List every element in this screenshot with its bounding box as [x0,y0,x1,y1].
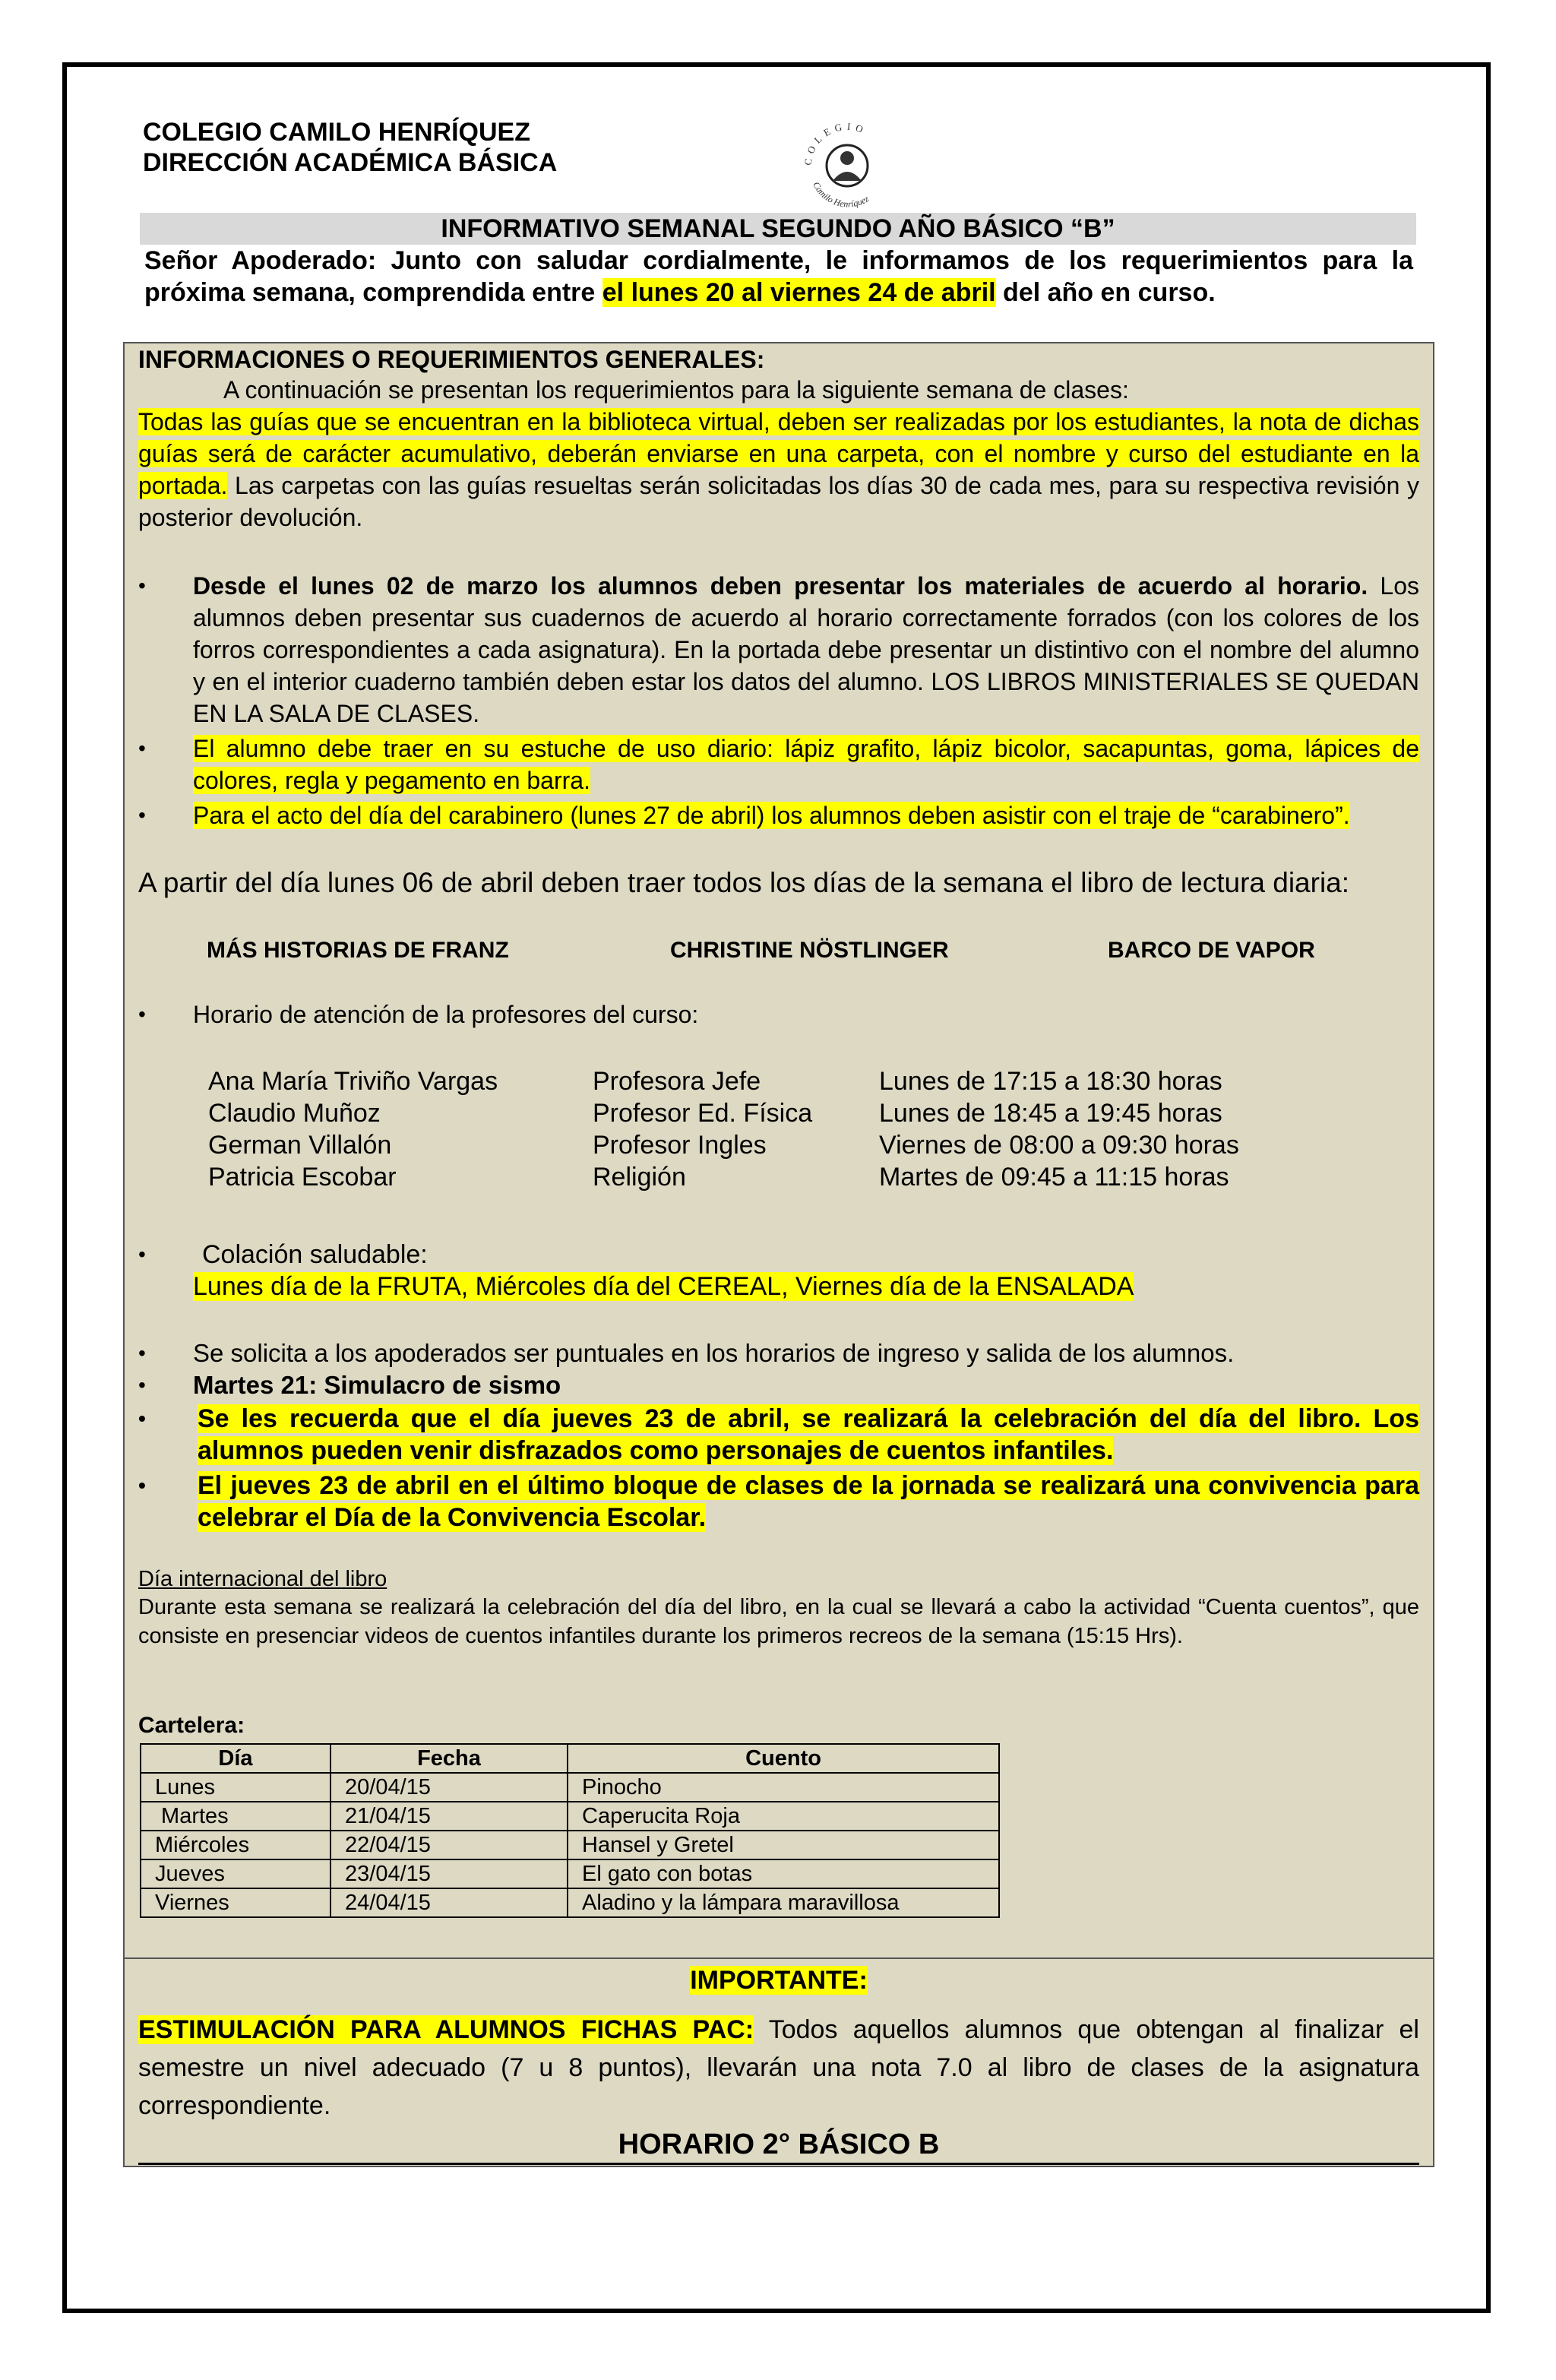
bullet-icon: • [138,1373,146,1397]
reading-book-publisher: BARCO DE VAPOR [1108,938,1315,963]
table-cell: 23/04/15 [330,1859,568,1888]
intro-text: Señor Apoderado: Junto con saludar cordialmente, le informamos de los requerimientos para la próxima semana, comprendida entre [144,246,1413,307]
table-row [141,1802,999,1831]
bullet-pencil-case-highlight: El alumno debe traer en su estuche de uso diario: lápiz grafito, lápiz bicolor, sacapuntas, goma, lápices de colores, regla y pegamento en barra. [193,735,1419,794]
table-cell: Lunes [141,1773,330,1802]
table-cell: El gato con botas [568,1859,999,1888]
important-text: Todos aquellos alumnos que obtengan al finalizar el semestre un nivel adecuado (7 u 8 puntos), llevarán una nota 7.0 al libro de clases de la asignatura correspondiente. [138,2015,1419,2120]
bullet-materials-bold: Desde el lunes 02 de marzo los alumnos deben presentar los materiales de acuerdo al horario. [193,572,1368,600]
school-name: COLEGIO CAMILO HENRÍQUEZ [143,118,530,147]
table-header-row [141,1744,999,1773]
bullet-materials-rest: Los alumnos deben presentar sus cuadernos de acuerdo al horario correctamente forrados (con los colores de los forros correspondientes a cada asignatura). En la portada debe presentar un distintivo con el nombre del alumno y en el interior cuaderno también deben estar los datos del alumno. LOS LIBROS MINISTERIALES SE QUEDAN EN LA SALA DE CLASES. [193,572,1420,727]
document-title: INFORMATIVO SEMANAL SEGUNDO AÑO BÁSICO “B” [140,213,1416,245]
cartelera-table [140,1743,1000,1918]
bullet-carabinero [138,799,1419,863]
bullet-icon: • [138,1002,146,1026]
table-cell: Aladino y la lámpara maravillosa [568,1888,999,1917]
teacher-name: German Villalón [208,1131,392,1160]
notice-drill-text: Martes 21: Simulacro de sismo [193,1371,561,1399]
teacher-role: Profesor Ed. Física [593,1099,813,1128]
bullet-materials-text [193,570,1419,730]
table-cell: Miércoles [141,1831,330,1859]
snack-detail-row [193,1271,1419,1302]
table-cell: Hansel y Gretel [568,1831,999,1859]
general-info-box [123,342,1434,2167]
important-label: ESTIMULACIÓN PARA ALUMNOS FICHAS PAC: [138,2015,754,2044]
bullet-materials [138,570,1419,730]
important-heading-row [138,1962,1419,1999]
bullet-pencil-case [138,733,1419,796]
table-row [141,1773,999,1802]
schedule-table [138,1065,1419,1193]
teacher-role: Profesor Ingles [593,1131,767,1160]
reading-book-title: MÁS HISTORIAS DE FRANZ [207,938,509,963]
notice-book-day-highlight: Se les recuerda que el día jueves 23 de abril, se realizará la celebración del día del libro. Los alumnos pueden venir disfrazados como personajes de cuentos infantiles. [198,1404,1419,1465]
schedule-row [138,1161,1419,1193]
schedule-title: HORARIO 2° BÁSICO B [618,2128,940,2160]
bullet-icon: • [138,1473,146,1497]
teacher-role: Profesora Jefe [593,1067,761,1096]
bullet-icon: • [138,574,146,597]
table-cell: 22/04/15 [330,1831,568,1859]
reading-book-author: CHRISTINE NÖSTLINGER [670,938,949,963]
intro-text-end: del año en curso. [995,278,1216,307]
bullet-icon: • [138,736,146,760]
cartelera-label: Cartelera: [138,1713,245,1738]
snack-label: Colación saludable: [202,1240,428,1269]
reading-text: A partir del día lunes 06 de abril deben traer todos los días de la semana el libro de lectura diaria: [138,867,1350,898]
schedule-row [138,1065,1419,1097]
table-row [141,1888,999,1917]
guides-paragraph [138,406,1419,533]
teacher-hours: Martes de 09:45 a 11:15 horas [879,1163,1229,1192]
teacher-hours: Lunes de 18:45 a 19:45 horas [879,1099,1222,1128]
bullet-icon: • [138,1341,146,1365]
bullet-pencil-case-text [193,733,1419,796]
notice-punctuality-text: Se solicita a los apoderados ser puntuales en los horarios de ingreso y salida de los alumnos. [193,1339,1235,1367]
general-heading [138,343,1419,375]
bullet-carabinero-highlight: Para el acto del día del carabinero (lunes 27 de abril) los alumnos deben asistir con el traje de “carabinero”. [193,802,1350,829]
notice-book-day-text [198,1403,1419,1467]
department-name: DIRECCIÓN ACADÉMICA BÁSICA [143,148,558,177]
section-divider [125,1957,1433,1959]
book-day-title: Día internacional del libro [138,1567,387,1591]
logo-text-bottom: Camilo Henríquez [811,179,871,210]
intro-date-range: el lunes 20 al viernes 24 de abril [602,278,996,307]
notice-convivencia-highlight: El jueves 23 de abril en el último bloque de clases de la jornada se realizará una convivencia para celebrar el Día de la Convivencia Escolar. [198,1471,1419,1532]
snack-detail: Lunes día de la FRUTA, Miércoles día del CEREAL, Viernes día de la ENSALADA [193,1272,1134,1301]
schedule-row [138,1097,1419,1129]
notice-book-day [138,1403,1419,1467]
table-cell: Jueves [141,1859,330,1888]
bullet-carabinero-text [193,799,1419,831]
teacher-hours: Lunes de 17:15 a 18:30 horas [879,1067,1222,1096]
notice-convivencia-text [198,1470,1419,1533]
table-cell: Pinocho [568,1773,999,1802]
schedule-row [138,1129,1419,1161]
important-heading: IMPORTANTE: [690,1966,868,1995]
book-day-text: Durante esta semana se realizará la celebración del día del libro, en la cual se llevará a cabo la actividad “Cuenta cuentos”, que consiste en presenciar videos de cuentos infantiles durante los primeros recreos de la semana (15:15 Hrs). [138,1595,1419,1648]
table-cell: Caperucita Roja [568,1802,999,1831]
table-row [141,1831,999,1859]
column-header: Fecha [330,1744,568,1773]
table-cell: Viernes [141,1888,330,1917]
bullet-icon: • [138,803,146,827]
teacher-name: Claudio Muñoz [208,1099,381,1128]
logo-text-top: COLEGIO [802,120,869,166]
teacher-name: Ana María Triviño Vargas [208,1067,498,1096]
table-cell: 21/04/15 [330,1802,568,1831]
teacher-name: Patricia Escobar [208,1163,397,1192]
bullet-icon: • [138,1407,146,1430]
bullet-icon: • [138,1242,146,1266]
table-cell: 24/04/15 [330,1888,568,1917]
column-header: Día [141,1744,330,1773]
school-logo [798,114,897,213]
general-lead: A continuación se presentan los requerimientos para la siguiente semana de clases: [223,376,1129,404]
table-cell: Martes [141,1802,330,1831]
table-row [141,1859,999,1888]
teacher-hours: Viernes de 08:00 a 09:30 horas [879,1131,1239,1160]
general-heading-text: INFORMACIONES O REQUERIMIENTOS GENERALES: [138,346,765,373]
table-cell: 20/04/15 [330,1773,568,1802]
intro-paragraph [144,245,1413,309]
guides-highlight: Todas las guías que se encuentran en la biblioteca virtual, deben ser realizadas por los estudiantes, la nota de dichas guías será de carácter acumulativo, deberán enviarse en una carpeta, con el nombre y curso del estudiante en la portada. [138,408,1419,499]
schedule-label: Horario de atención de la profesores del curso: [193,1001,699,1028]
important-paragraph [138,2011,1419,2125]
teacher-role: Religión [593,1163,686,1192]
notice-convivencia [138,1470,1419,1533]
column-header: Cuento [568,1744,999,1773]
guides-rest: Las carpetas con las guías resueltas serán solicitadas los días 30 de cada mes, para su respectiva revisión y posterior devolución. [138,472,1419,531]
schedule-title-underline [138,2163,1419,2165]
